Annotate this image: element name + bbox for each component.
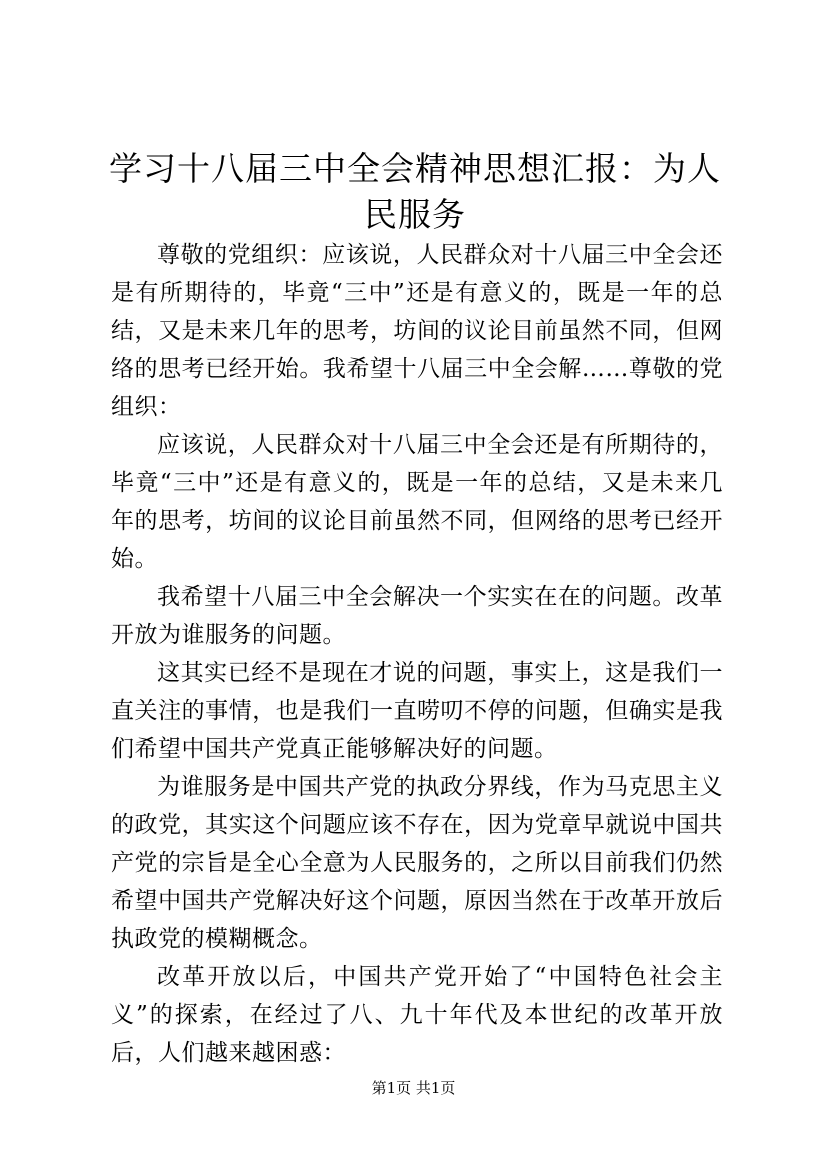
paragraph: 尊敬的党组织：应该说，人民群众对十八届三中全会还是有所期待的，毕竟“三中”还是有意义的，既是一年的总结，又是未来几年的思考，坊间的议论目前虽然不同，但网络的思考已经开始。我希望十八届三中全会解……尊敬的党组织： (111, 242, 723, 420)
paragraph: 为谁服务是中国共产党的执政分界线，作为马克思主义的政党，其实这个问题应该不存在，因为党章早就说中国共产党的宗旨是全心全意为人民服务的，之所以目前我们仍然希望中国共产党解决好这个问题，原因当然在于改革开放后执政党的模糊概念。 (111, 774, 723, 952)
paragraph: 这其实已经不是现在才说的问题，事实上，这是我们一直关注的事情，也是我们一直唠叨不停的问题，但确实是我们希望中国共产党真正能够解决好的问题。 (111, 660, 723, 762)
paragraph: 我希望十八届三中全会解决一个实实在在的问题。改革开放为谁服务的问题。 (111, 584, 723, 648)
paragraph: 改革开放以后，中国共产党开始了“中国特色社会主义”的探索，在经过了八、九十年代及本世纪的改革开放后，人们越来越困惑： (111, 964, 723, 1066)
document-body (111, 236, 723, 1072)
page-footer: 第1页 共1页 (371, 1079, 456, 1097)
paragraph: 应该说，人民群众对十八届三中全会还是有所期待的，毕竟“三中”还是有意义的，既是一年的总结，又是未来几年的思考，坊间的议论目前虽然不同，但网络的思考已经开始。 (111, 432, 723, 572)
document-title: 学习十八届三中全会精神思想汇报：为人民服务 (109, 149, 721, 234)
